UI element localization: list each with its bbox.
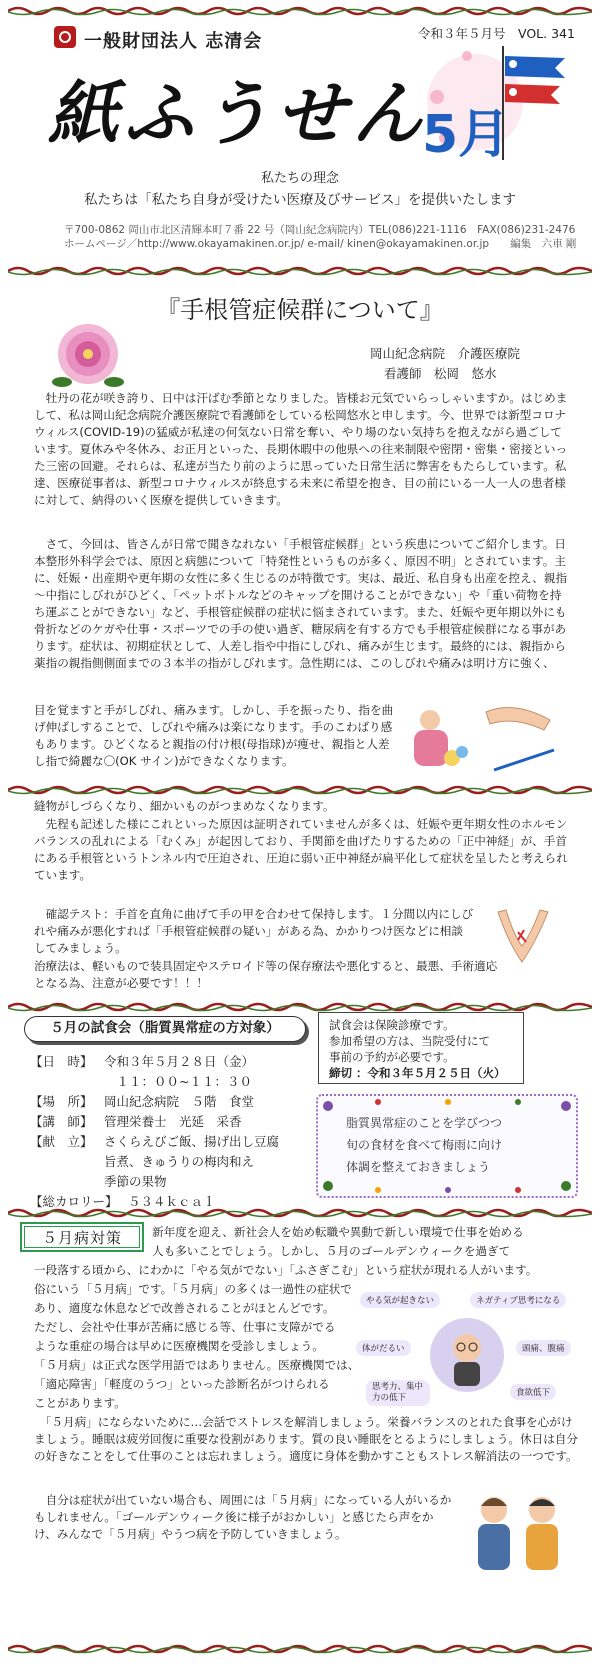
may-paragraph: 「５月病」にならないために…会話でストレスを解消しましょう。栄養バランスのとれた食事を心がけましょう。睡眠は疲労回復に重要な役割があります。質の良い睡眠をとるようにしましょう。休日は自分の好きなことをして仕事のことは忘れましょう。適度に身体を動かすこともストレス解消法の一つです。 bbox=[34, 1415, 578, 1463]
may-intro-line: 人も多いことでしょう。しかし、５月のゴールデンウィークを過ぎて bbox=[152, 1244, 511, 1258]
tasting-notice-box bbox=[318, 1012, 524, 1084]
tasting-title-box bbox=[24, 1016, 306, 1042]
message-line: 旬の食材を食べて梅雨に向け bbox=[346, 1138, 503, 1152]
detail-label: 【総カロリー】 bbox=[30, 1194, 118, 1209]
detail-row bbox=[30, 1092, 300, 1112]
address-line: 〒700-0862 岡山市北区清輝本町７番 22 号（岡山紀念病院内）TEL(086)221-1116 FAX(086)231-2476 bbox=[64, 224, 576, 236]
message-line: 脂質異常症のことを学びつつ bbox=[346, 1116, 503, 1130]
symptom-bubble: やる気が起きない bbox=[360, 1292, 440, 1308]
may-paragraph: ことがあります。 bbox=[34, 1396, 126, 1410]
detail-value: 旨煮、きゅうりの梅肉和え bbox=[104, 1154, 255, 1169]
detail-label: 【場 所】 bbox=[30, 1094, 93, 1109]
may-paragraph: 「適応障害」「軽度のうつ」といった診断名がつけられる bbox=[34, 1377, 330, 1391]
may-syndrome-label: ５月病対策 bbox=[24, 1226, 140, 1248]
notice-line: 事前の予約が必要です。 bbox=[329, 1050, 455, 1064]
decorative-vine-border bbox=[8, 1640, 592, 1652]
may-paragraph: 自分は症状が出ていない場合も、周囲には「５月病」になっている人がいるかもしれません。「ゴールデンウィーク後に様子がおかしい」と感じたら声をかけ、みんなで「５月病」やうつ病を予防していきましょう。 bbox=[34, 1493, 452, 1541]
symptom-bubble: 頭痛、腹痛 bbox=[516, 1340, 571, 1356]
may-paragraph: 俗にいう「５月病」です。「５月病」の多くは一過性の症状で bbox=[34, 1282, 352, 1296]
may-symptoms-diagram bbox=[352, 1288, 582, 1406]
article-paragraph: 牡丹の花が咲き誇り、日中は汗ばむ季節となりました。皆様お元気でいらっしゃいますか。はじめまして、私は岡山紀念病院介護医療院で看護師をしている松岡悠水と申します。今、世界では新型コロナウィルス(COVID-19)の猛威が私達の何気ない日常を奪い、やり場のない気持ちを抱えながら過ごしています。夏休みや冬休み、お正月といった、長期休暇中の他県への往来制限や密閉・密集・密接といった三密の回避。それらは、私達が当たり前のように思っていた日常生活に弊害をもたらしています。私達、医療従事者は、新型コロナウィルスが終息する未来に希望を抱き、目の前にいる一人一人の患者様に対して、納得のいく医療を提供していきます。 bbox=[34, 391, 568, 507]
people-illustration bbox=[460, 1488, 580, 1580]
article-paragraph: 目を覚ますと手がしびれ、痛みます。しかし、手を振ったり、指を曲げ伸ばしすることで、しびれや痛みは楽になります。手のこわばり感もあります。ひどくなると親指の付け根(母指球)が痩せ、親指と人差し指で綺麗な〇(OK サイン)ができなくなります。 bbox=[34, 703, 394, 768]
hands-test-illustration bbox=[478, 902, 568, 972]
symptom-bubble: ネガティブ思考になる bbox=[470, 1292, 566, 1308]
may-paragraph: あり、適度な休息などで改善されることがほとんどです。 bbox=[34, 1301, 335, 1315]
worried-person-illustration bbox=[430, 1318, 504, 1392]
org-logo-icon bbox=[54, 26, 76, 48]
detail-label: 【日 時】 bbox=[30, 1054, 93, 1069]
notice-line: 試食会は保険診療です。 bbox=[329, 1018, 455, 1032]
detail-value: 岡山紀念病院 ５階 食堂 bbox=[104, 1094, 255, 1109]
detail-value: 季節の果物 bbox=[104, 1174, 167, 1189]
detail-row bbox=[30, 1052, 300, 1072]
article-paragraph: 確認テスト：手首を直角に曲げて手の甲を合わせて保持します。１分間以内にしびれや痛みが悪化すれば「手根管症候群の疑い」がある為、かかりつけ医などに相談してみましょう。 bbox=[34, 907, 474, 955]
detail-row bbox=[30, 1152, 300, 1172]
may-intro-line: 新年度を迎え、新社会人を始め転職や異動で新しい環境で仕事を始める bbox=[152, 1225, 524, 1239]
decorative-vine-border bbox=[8, 1204, 592, 1216]
symptom-bubble: 体がだるい bbox=[356, 1340, 411, 1356]
detail-row bbox=[30, 1132, 300, 1152]
tasting-message-frame bbox=[316, 1094, 578, 1198]
may-paragraph: ような重症の場合は早めに医療機関を受診しましょう。 bbox=[34, 1339, 324, 1353]
detail-value: 令和３年５月２８日（金） bbox=[104, 1054, 255, 1069]
detail-label: 【献 立】 bbox=[30, 1134, 93, 1149]
org-name: 一般財団法人 志清会 bbox=[84, 31, 263, 52]
peony-flower-illustration bbox=[48, 316, 128, 396]
reservation-deadline: 締切 ：令和３年５月２５日（火） bbox=[329, 1066, 506, 1080]
decorative-vine-border bbox=[8, 2, 592, 14]
philosophy-text: 私たちは「私たち自身が受けたい医療及びサービス」を提供いたします bbox=[84, 192, 516, 208]
author-name: 看護師 松岡 悠水 bbox=[384, 366, 497, 381]
philosophy-heading: 私たちの理念 bbox=[260, 171, 339, 186]
may-syndrome-label-box bbox=[20, 1222, 144, 1252]
detail-value: さくらえびご飯、揚げ出し豆腐 bbox=[104, 1134, 280, 1149]
month-badge: 5月 bbox=[422, 105, 511, 165]
tasting-details bbox=[30, 1052, 300, 1212]
symptom-bubble: 食欲低下 bbox=[510, 1384, 556, 1400]
article-paragraph: 先程も記述した様にこれといった原因は証明されていませんが多くは、妊娠や更年期女性のホルモンバランスの乱れによる「むくみ」が起因しており、手関節を曲げたりするための「正中神経」が、手首にある手根管というトンネル内で圧迫され、圧迫に弱い正中神経が扁平化して症状を呈したと考えられています。 bbox=[34, 817, 568, 882]
decorative-vine-border bbox=[8, 262, 592, 274]
detail-row bbox=[30, 1172, 300, 1192]
tasting-title: ５月の試食会（脂質異常症の方対象） bbox=[50, 1020, 280, 1036]
symptom-bubble: 思考力、集中力の低下 bbox=[366, 1380, 430, 1406]
author-affiliation: 岡山紀念病院 介護医療院 bbox=[370, 346, 521, 361]
detail-row bbox=[30, 1112, 300, 1132]
detail-label bbox=[30, 1172, 104, 1192]
hand-numbness-illustration bbox=[404, 700, 564, 778]
may-paragraph: ただし、会社や仕事が苦痛に感じる等、仕事に支障がでる bbox=[34, 1320, 336, 1334]
article-paragraph: 縫物がしづらくなり、細かいものがつまめなくなります。 bbox=[34, 799, 335, 813]
detail-label bbox=[30, 1152, 104, 1172]
contact-line: ホームページ／http://www.okayamakinen.or.jp/ e-mail/ kinen@okayamakinen.or.jp 編集 六車 剛 bbox=[64, 238, 577, 250]
message-line: 体調を整えておきましょう bbox=[346, 1160, 491, 1174]
may-paragraph: 「５月病」は正式な医学用語ではありません。医療機関では、 bbox=[34, 1358, 360, 1372]
detail-value: 管理栄養士 光延 采香 bbox=[104, 1114, 242, 1129]
article-paragraph: 治療法は、軽いもので装具固定やステロイド等の保存療法や悪化すると、最悪、手術適応となる為、注意が必要です！！！ bbox=[34, 959, 498, 990]
newsletter-title: 紙ふうせん bbox=[48, 72, 428, 155]
detail-label bbox=[30, 1072, 104, 1092]
decorative-vine-border bbox=[8, 998, 592, 1010]
may-paragraph: 一段落する頃から、にわかに「やる気がでない」「ふさぎこむ」という症状が現れる人がいます。 bbox=[34, 1263, 538, 1277]
detail-label: 【講 師】 bbox=[30, 1114, 93, 1129]
notice-line: 参加希望の方は、当院受付にて bbox=[329, 1034, 490, 1048]
detail-value: １１：００~１１：３０ bbox=[104, 1074, 252, 1089]
decorative-vine-border bbox=[8, 781, 592, 793]
article-title: 『手根管症候群について』 bbox=[156, 296, 444, 324]
detail-row bbox=[30, 1072, 300, 1092]
issue-number: 令和３年５月号 VOL. 341 bbox=[418, 26, 575, 41]
article-paragraph: さて、今回は、皆さんが日常で聞きなれない「手根管症候群」という疾患についてご紹介します。日本整形外科学会では、原因と病態について「特発性というものが多く、原因不明」とされています。主に、妊娠・出産期や更年期の女性に多く生じるのが特徴です。実は、最近、私自身も出産を控え、親指～中指にしびれがひどく、「ペットボトルなどのキャップを開けることができない」や「重い荷物を持ち運ぶことができない」など、手根管症候群の症状に悩まされています。また、妊娠や更年期以外にも骨折などのケガや仕事・スポーツでの手の使い過ぎ、糖尿病を有する方でも手根管症候群になる事があります。症状は、初期症状として、人差し指や中指にしびれ、痛みが生じます。最終的には、親指から薬指の親指側側面までの３本半の指がしびれます。急性期には、このしびれや痛みは明け方に強く、 bbox=[34, 537, 568, 670]
detail-value: ５３４ｋｃａｌ bbox=[128, 1194, 216, 1209]
